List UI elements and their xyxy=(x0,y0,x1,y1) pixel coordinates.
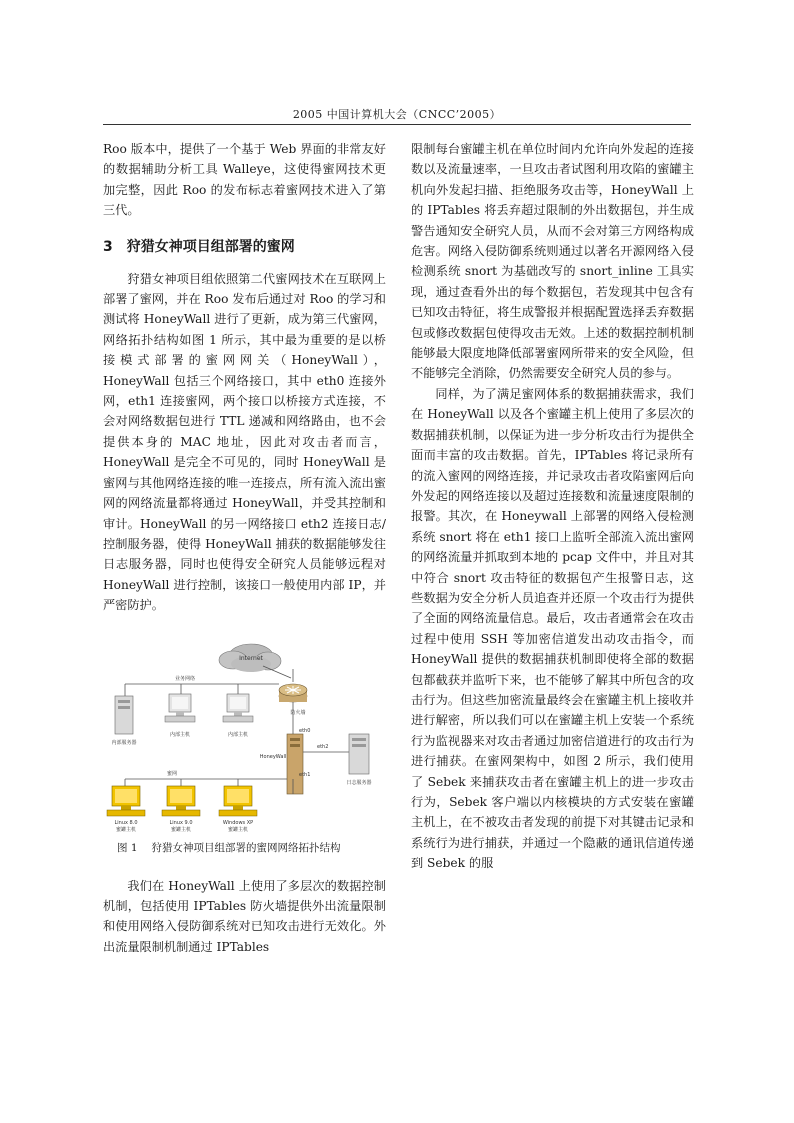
running-header: 2005 中国计算机大会（CNCC’2005） xyxy=(292,108,502,121)
log-server-label: 日志服务器 xyxy=(346,779,372,786)
internal-host-2-label: 内部主机 xyxy=(227,731,249,738)
internet-cloud-icon xyxy=(219,644,281,672)
section-title: 狩猎女神项目组部署的蜜网 xyxy=(126,238,295,255)
left-column xyxy=(103,139,386,957)
business-network-label: 业务网络 xyxy=(175,675,196,682)
honeypot-3-sub: 蜜罐主机 xyxy=(227,826,249,833)
honeypot-3-label: Windows XP xyxy=(222,819,254,826)
honeypot-2-sub: 蜜罐主机 xyxy=(170,826,192,833)
internal-host-2-icon xyxy=(223,694,253,738)
honeypot-2-icon xyxy=(162,786,200,833)
network-topology-diagram xyxy=(103,634,386,834)
honeypot-2-label: Linux 9.0 xyxy=(169,819,193,826)
figure-label: 图 1 xyxy=(117,841,138,854)
honeypot-3-icon xyxy=(219,786,257,833)
section-number: 3 xyxy=(103,238,113,255)
figure-caption xyxy=(103,840,386,856)
log-server-icon xyxy=(346,734,371,786)
internal-host-1-icon xyxy=(165,694,195,738)
internal-host-1-label: 内部主机 xyxy=(169,731,191,738)
internal-server-label: 内部服务器 xyxy=(111,739,137,746)
internal-server-icon xyxy=(111,696,136,746)
honeywall-label: HoneyWall xyxy=(259,753,287,760)
router-label: 防火墙 xyxy=(290,709,306,716)
cloud-label: Internet xyxy=(239,654,263,662)
header-rule xyxy=(103,124,691,125)
honeypot-1-sub: 蜜罐主机 xyxy=(115,826,137,833)
honeynet-label: 蜜网 xyxy=(167,770,178,777)
left-paragraph-3: 我们在 HoneyWall 上使用了多层次的数据控制机制，包括使用 IPTables 防火墙提供外出流量限制和使用网络入侵防御系统对已知攻击进行无效化。外出流量限制机制通过 IPTables xyxy=(103,878,386,954)
left-paragraph-1: Roo 版本中，提供了一个基于 Web 界面的非常友好的数据辅助分析工具 Walleye，这使得蜜网技术更加完整，因此 Roo 的发布标志着蜜网技术进入了第三代。 xyxy=(103,142,386,218)
figure-caption-text: 狩猎女神项目组部署的蜜网网络拓扑结构 xyxy=(151,841,341,854)
eth0-label: eth0 xyxy=(299,727,311,734)
right-paragraph-1: 限制每台蜜罐主机在单位时间内允许向外发起的连接数以及流量速率，一旦攻击者试图利用攻陷的蜜罐主机向外发起扫描、拒绝服务攻击等，HoneyWall 上的 IPTables 将丢弃超过限制的外出数据包，并生成警告通知安全研究人员，从而不会对第三方网络构成危害。网络入侵防御系统则通过以著名开源网络入侵检测系统 snort 为基础改写的 snort_inline 工具实现，通过查看外出的每个数据包，若发现其中包含有已知攻击特征，将生成警报并根据配置选择丢弃数据包或修改数据包使得攻击无效。上述的数据控制机制能够最大限度地降低部署蜜网所带来的安全风险，但不能够完全消除，仍然需要安全研究人员的参与。 xyxy=(411,142,694,381)
honeypot-1-label: Linux 8.0 xyxy=(114,819,138,826)
eth2-label: eth2 xyxy=(317,743,329,750)
honeywall-icon xyxy=(260,734,303,794)
right-column xyxy=(411,139,694,874)
eth1-label: eth1 xyxy=(299,771,311,778)
network-topology-figure xyxy=(103,634,386,834)
section-heading xyxy=(103,237,386,257)
honeypot-1-icon xyxy=(107,786,145,833)
right-paragraph-2: 同样，为了满足蜜网体系的数据捕获需求，我们在 HoneyWall 以及各个蜜罐主机上使用了多层次的数据捕获机制，以保证为进一步分析攻击行为提供全面而丰富的攻击数据。首先，IPTables 将记录所有的流入蜜网的网络连接，并记录攻击者攻陷蜜网后向外发起的网络连接以及超过连接数和流量速度限制的报警。其次，在 Honeywall 上部署的网络入侵检测系统 snort 将在 eth1 接口上监听全部流入流出蜜网的网络流量并抓取到本地的 pcap 文件中，并且对其中符合 snort 攻击特征的数据包产生报警日志，这些数据为安全分析人员追查并还原一个攻击行为提供了全面的网络流量信息。最后，攻击者通常会在攻击过程中使用 SSH 等加密信道发出动攻击指令，而 HoneyWall 提供的数据捕获机制即使将全部的数据包都截获并监听下来，也不能够了解其中所包含的攻击行为。但这些加密流量最终会在蜜罐主机上接收并进行解密，所以我们可以在蜜罐主机上安装一个系统行为监视器来对攻击者通过加密信道进行的攻击行为进行捕获。在蜜网架构中，如图 2 所示，我们使用了 Sebek 来捕获攻击者在蜜罐主机上的进一步攻击行为，Sebek 客户端以内核模块的方式安装在蜜罐主机上，在不被攻击者发现的前提下对其键击记录和系统行为进行捕获，并通过一个隐蔽的通讯信道传递到 Sebek 的服 xyxy=(411,386,694,871)
left-paragraph-2: 狩猎女神项目组依照第二代蜜网技术在互联网上部署了蜜网，并在 Roo 发布后通过对 Roo 的学习和测试将 HoneyWall 进行了更新，成为第三代蜜网，网络拓扑结构如图 1 所示，其中最为重要的是以桥接模式部署的蜜网网关（HoneyWall），HoneyWall 包括三个网络接口，其中 eth0 连接外网，eth1 连接蜜网，两个接口以桥接方式连接，不会对网络数据包进行 TTL 递减和网络路由，也不会提供本身的 MAC 地址，因此对攻击者而言，HoneyWall 是完全不可见的，同时 HoneyWall 是蜜网与其他网络连接的唯一连接点，所有流入流出蜜网的网络流量都将通过 HoneyWall，并受其控制和审计。HoneyWall 的另一网络接口 eth2 连接日志/控制服务器，使得 HoneyWall 捕获的数据能够发往日志服务器，同时也使得安全研究人员能够远程对 HoneyWall 进行控制，该接口一般使用内部 IP，并严密防护。 xyxy=(103,271,386,613)
